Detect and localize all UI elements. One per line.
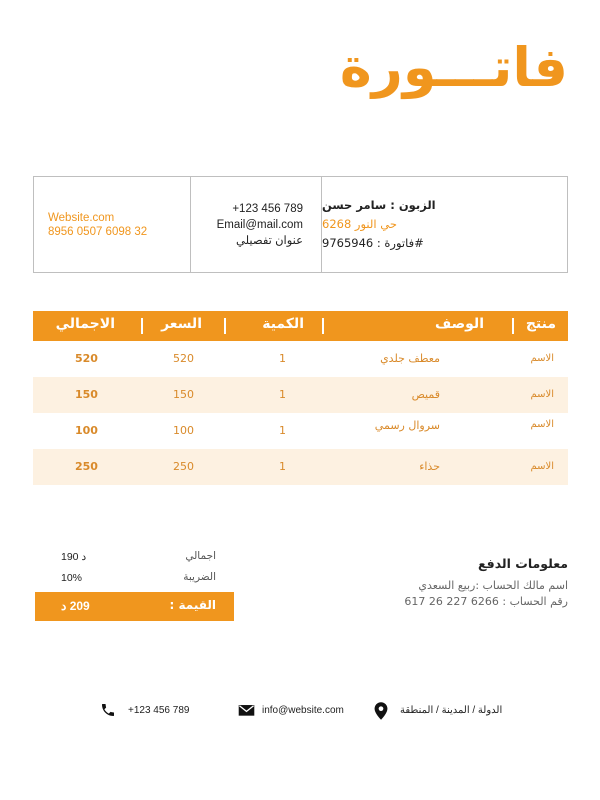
cell-total: 100 [75, 424, 98, 437]
footer-email-text: info@website.com [262, 704, 344, 716]
tax-value: 10% [61, 572, 83, 584]
cell-price: 150 [173, 388, 194, 401]
table-row [33, 413, 568, 449]
contact-phone: +123 456 789 [232, 202, 303, 215]
payment-info [404, 556, 568, 610]
cell-total: 520 [75, 352, 98, 365]
client-info [322, 177, 567, 272]
cell-description: قميص [411, 388, 440, 401]
cell-product: الاسم [530, 461, 554, 472]
cell-quantity: 1 [279, 460, 286, 473]
header-quantity: الكمية [262, 316, 304, 332]
company-info [34, 177, 191, 272]
grand-total-bar [35, 592, 234, 621]
subtotal-label: اجمالي [185, 550, 216, 562]
grand-total-label: القيمة : [169, 598, 216, 612]
cell-quantity: 1 [279, 352, 286, 365]
table-row [33, 341, 568, 377]
tax-label: الضريبة [183, 571, 216, 583]
table-row [33, 377, 568, 413]
header-divider [141, 318, 143, 334]
header-divider [224, 318, 226, 334]
footer-phone[interactable] [100, 700, 189, 720]
header-product: منتج [525, 316, 556, 332]
header-divider [322, 318, 324, 334]
cell-quantity: 1 [279, 424, 286, 437]
cell-description: حذاء [419, 460, 440, 473]
header-total: الاجمالي [55, 316, 115, 332]
cell-description: سروال رسمي [374, 419, 440, 432]
cell-product: الاسم [530, 389, 554, 400]
footer [0, 700, 600, 720]
envelope-icon [238, 702, 254, 718]
footer-email[interactable] [238, 700, 344, 720]
grand-total-value: 209 د [61, 599, 90, 613]
phone-icon [100, 702, 116, 718]
cell-price: 520 [173, 352, 194, 365]
invoice-title: فاتـــورة [339, 36, 568, 99]
cell-product: الاسم [530, 353, 554, 364]
contact-email[interactable]: Email@mail.com [216, 218, 303, 231]
cell-total: 150 [75, 388, 98, 401]
contact-address: عنوان تفصيلي [236, 234, 303, 247]
header-divider [512, 318, 514, 334]
table-row [33, 449, 568, 485]
cell-product: الاسم [530, 419, 554, 430]
table-header [33, 311, 568, 341]
cell-total: 250 [75, 460, 98, 473]
footer-location [374, 700, 502, 720]
company-account: 8956 0507 6098 32 [48, 225, 148, 238]
footer-location-text: الدولة / المدينة / المنطقة [400, 704, 503, 716]
items-table [33, 311, 568, 485]
contact-info [191, 177, 322, 272]
account-number: رقم الحساب : 6266 227 26 617 [404, 595, 568, 608]
company-website[interactable]: Website.com [48, 211, 115, 224]
account-holder: اسم مالك الحساب :ربيع السعدي [418, 579, 568, 592]
cell-price: 250 [173, 460, 194, 473]
subtotal-value: 190 د [61, 551, 87, 563]
totals-block [35, 546, 234, 621]
header-price: السعر [161, 316, 202, 332]
client-district: حي النور 6268 [322, 217, 397, 231]
client-name: الزبون : سامر حسن [322, 198, 436, 212]
map-pin-icon [374, 702, 390, 718]
cell-description: معطف جلدي [380, 352, 440, 365]
footer-phone-text: +123 456 789 [128, 704, 190, 716]
header-description: الوصف [434, 316, 484, 332]
invoice-number: #فاتورة : 9765946 [322, 236, 424, 250]
invoice-info-box [33, 176, 568, 273]
payment-title: معلومات الدفع [477, 556, 568, 571]
cell-price: 100 [173, 424, 194, 437]
cell-quantity: 1 [279, 388, 286, 401]
subtotal-line [35, 546, 234, 567]
tax-line [35, 567, 234, 588]
